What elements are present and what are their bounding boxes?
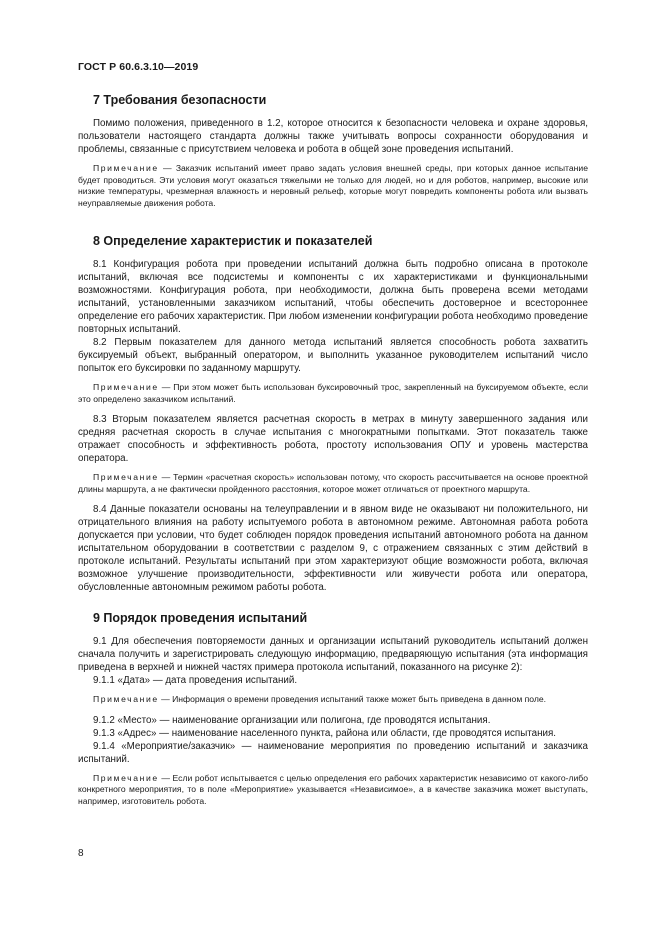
standard-header: ГОСТ Р 60.6.3.10—2019: [78, 61, 199, 73]
document-content: [78, 92, 588, 815]
section-title: 7 Требования безопасности: [93, 93, 267, 107]
section-7: [78, 92, 588, 209]
note: [78, 382, 588, 405]
paragraph: 9.1.1 «Дата» — дата проведения испытаний.: [93, 675, 298, 686]
note-text: — Термин «расчетная скорость» использован потому, что скорость рассчитывается на основе проектной длины маршрута, а не фактически пройденного расстояния, которое может отличаться от проектного маршрута.: [78, 472, 588, 494]
paragraph: Помимо положения, приведенного в 1.2, которое относится к безопасности человека и охране здоровья, пользователи настоящего стандарта должны также учитывать вопросы сохранности оборудования и проблемы, связанные с присутствием человека и робота в общей зоне проведения испытаний.: [78, 118, 588, 155]
note-label: Примечание: [93, 772, 159, 783]
section-9: [78, 610, 588, 807]
paragraph: 8.4 Данные показатели основаны на телеуправлении и в явном виде не оказывают ни положительного, ни отрицательного влияния на работу испытуемого робота в автономном режиме. Автономная работа робота допускается при условии, что будет соблюден порядок проведения испытаний автономного робота на данном испытательном оборудовании в соответствии с разделом 9, с отражением связанных с этим действий в протоколе испытаний. Результаты испытаний при этом характеризуют общие возможности робота, включая возможное улучшение производительности, эффективности или живучести робота или оператора, обусловленные автономным режимом работы робота.: [78, 504, 588, 593]
note-label: Примечание: [93, 472, 159, 482]
section-title: 9 Порядок проведения испытаний: [93, 611, 308, 625]
paragraph: 9.1.3 «Адрес» — наименование населенного пункта, района или области, где проводятся испытания.: [93, 727, 556, 739]
note: [78, 694, 588, 706]
paragraph: 9.1.2 «Место» — наименование организации или полигона, где проводятся испытания.: [93, 714, 491, 726]
paragraph: 8.2 Первым показателем для данного метода испытаний является способность робота захватить буксируемый объект, выбранный оператором, и выполнить указанное руководителем испытаний число попыток его буксировки по заданному маршруту.: [78, 337, 588, 374]
note: [78, 163, 588, 209]
page-number: 8: [78, 848, 84, 859]
note-label: Примечание: [93, 694, 159, 704]
paragraph: 9.1 Для обеспечения повторяемости данных и организации испытаний руководитель испытаний должен сначала получить и зарегистрировать следующую информацию, предваряющую испытания (эта информация приведена в верхней и нижней частях примера протокола испытаний, показанного на рисунке 2):: [78, 636, 588, 673]
paragraph: 9.1.4 «Мероприятие/заказчик» — наименование мероприятия по проведению испытаний и заказчика испытаний.: [78, 740, 588, 765]
note-label: Примечание: [93, 382, 159, 392]
section-title: 8 Определение характеристик и показателей: [93, 234, 373, 248]
paragraph: 8.3 Вторым показателем является расчетная скорость в метрах в минуту завершенного задания или средняя расчетная скорость в случае испытания с многократными попытками. Этот показатель также отражает способность и эффективность робота, простоту использования ОПУ и уровень мастерства оператора.: [78, 414, 588, 464]
note-text: — Если робот испытывается с целью определения его рабочих характеристик независимо от какого-либо конкретного мероприятия, то в поле «Мероприятие» указывается «Независимое», а в качестве заказчика может выступать, например, изготовитель робота.: [78, 772, 588, 806]
paragraph: 8.1 Конфигурация робота при проведении испытаний должна быть подробно описана в протоколе испытаний, включая все подсистемы и компоненты с их характеристиками и функциональными возможностями. Конфигурация робота, при необходимости, должна быть проверена всеми методами испытаний, установленными заказчиком испытаний, чтобы обеспечить достоверное и всестороннее определение его рабочих характеристик. При любом изменении конфигурации робота необходимо проведение повторных испытаний.: [78, 259, 588, 335]
note-text: — Информация о времени проведения испытаний также может быть приведена в данном поле.: [158, 694, 547, 704]
note-label: Примечание: [93, 163, 159, 173]
note: [78, 472, 588, 495]
section-8: [78, 233, 588, 594]
note: [78, 773, 588, 808]
note-text: — Заказчик испытаний имеет право задать условия внешней среды, при которых данное испытание будет проводиться. Эти условия могут оказаться тяжелыми не только для людей, но и для роботов, например, высокие или низкие температуры, чрезмерная влажность и неровный рельеф, которые могут повредить компоненты робота или вызвать неуправляемые движения робота.: [78, 163, 588, 208]
note-text: — При этом может быть использован буксировочный трос, закрепленный на буксируемом объекте, если это определено заказчиком испытаний.: [78, 382, 588, 404]
